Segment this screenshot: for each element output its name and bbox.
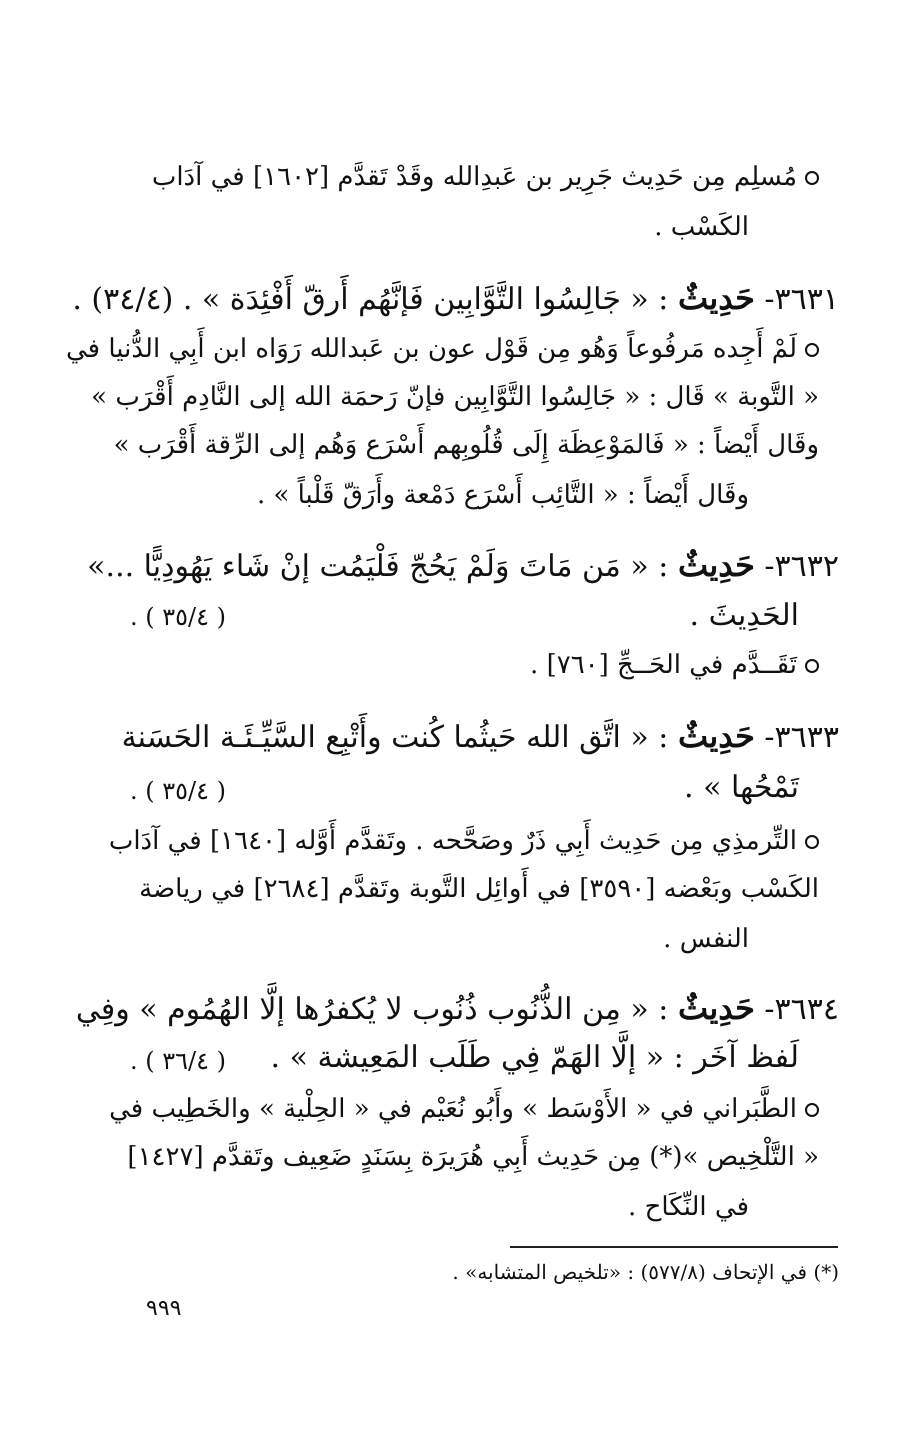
circle-bullet-icon: [805, 835, 819, 849]
hadith-3633-comment-3: النفس .: [663, 924, 749, 954]
hadith-3631-comment-3: وقَال أَيْضاً : « فَالمَوْعِظَة إِلَى قُلُوبِهم أَسْرَع وَهُم إلى الرِّقة أَقْرَب »: [113, 430, 819, 460]
hadith-3634-continuation: لَفظ آخَر : « إلَّا الهَمّ فِي طَلَب المَعِيشة » .: [270, 1040, 799, 1075]
hadith-3632-comment-1: تَقَــدَّم في الحَــجِّ [٧٦٠] .: [530, 648, 819, 682]
hadith-3633-heading: ٣٦٣٣- حَدِيثٌ : « اتَّق الله حَيثُما كُنت وأَتْبِع السَّيِّـئَـة الحَسَنة: [121, 717, 839, 755]
hadith-3633-comment-2: الكَسْب وبَعْضه [٣٥٩٠] في أَوائِل التَّوبة وتَقدَّم [٢٦٨٤] في رياضة: [139, 874, 819, 904]
hadith-3631-comment-4: وقَال أَيْضاً : « التَّائِب أَسْرَع دَمْعة وأَرَقّ قَلْباً » .: [256, 480, 749, 510]
footnote: (*) في الإتحاف (٥٧٧/٨) : «تلخيص المتشابه» .: [452, 1260, 839, 1284]
hadith-3631-heading: ٣٦٣١- حَدِيثٌ : « جَالِسُوا التَّوَّابِين فَإنَّهُم أَرقّ أَفْئِدَة » . (٣٤/٤) .: [72, 279, 839, 317]
hadith-3634-comment-1: الطَّبَراني في « الأَوْسَط » وأَبُو نُعَيْم في « الحِلْية » والخَطِيب في: [109, 1092, 819, 1126]
hadith-3632-reference: ( ٣٥/٤ ) .: [130, 603, 227, 631]
hadith-3633-reference: ( ٣٥/٤ ) .: [130, 777, 227, 805]
circle-bullet-icon: [805, 659, 819, 673]
page-number: ٩٩٩: [146, 1296, 182, 1321]
hadith-3631-comment-2: « التَّوبة » قَال : « جَالِسُوا التَّوَّابِين فإنّ رَحمَة الله إلى النَّادِم أَقْرَب »: [91, 382, 819, 412]
circle-bullet-icon: [805, 171, 819, 185]
hadith-3634-heading: ٣٦٣٤- حَدِيثٌ : « مِن الذُّنُوب ذُنُوب لا يُكفرُها إلَّا الهُمُوم » وفِي: [75, 989, 839, 1027]
circle-bullet-icon: [805, 343, 819, 357]
hadith-3631-comment-1: لَمْ أَجِده مَرفُوعاً وَهُو مِن قَوْل عون بن عَبدالله رَوَاه ابن أَبِي الدُّنيا في: [66, 332, 819, 366]
hadith-3632-heading: ٣٦٣٢- حَدِيثٌ : « مَن مَاتَ وَلَمْ يَحُجّ فَلْيَمُت إنْ شَاء يَهُودِيًّا ...»: [87, 546, 839, 584]
footnote-rule: [510, 1246, 838, 1248]
hadith-3634-reference: ( ٣٦/٤ ) .: [130, 1047, 227, 1075]
hadith-3633-continuation: تَمْحُها » .: [684, 770, 799, 805]
hadith-3632-continuation: الحَدِيثَ .: [689, 598, 799, 633]
hadith-3634-comment-3: في النِّكَاح .: [628, 1192, 749, 1222]
circle-bullet-icon: [805, 1103, 819, 1117]
hadith-3633-comment-1: التِّرمذِي مِن حَدِيث أَبِي ذَرٌ وصَحَّحه . وتَقدَّم أَوَّله [١٦٤٠] في آدَاب: [109, 824, 819, 858]
intro-line-1: مُسلِم مِن حَدِيث جَرِير بن عَبدِالله وقَدْ تَقدَّم [١٦٠٢] في آدَاب: [152, 160, 819, 194]
intro-line-2: الكَسْب .: [654, 212, 749, 242]
hadith-3634-comment-2: « التَّلْخِيص »(*) مِن حَدِيث أَبِي هُرَيرَة بِسَنَدٍ ضَعِيف وتَقدَّم [١٤٢٧]: [127, 1142, 819, 1172]
